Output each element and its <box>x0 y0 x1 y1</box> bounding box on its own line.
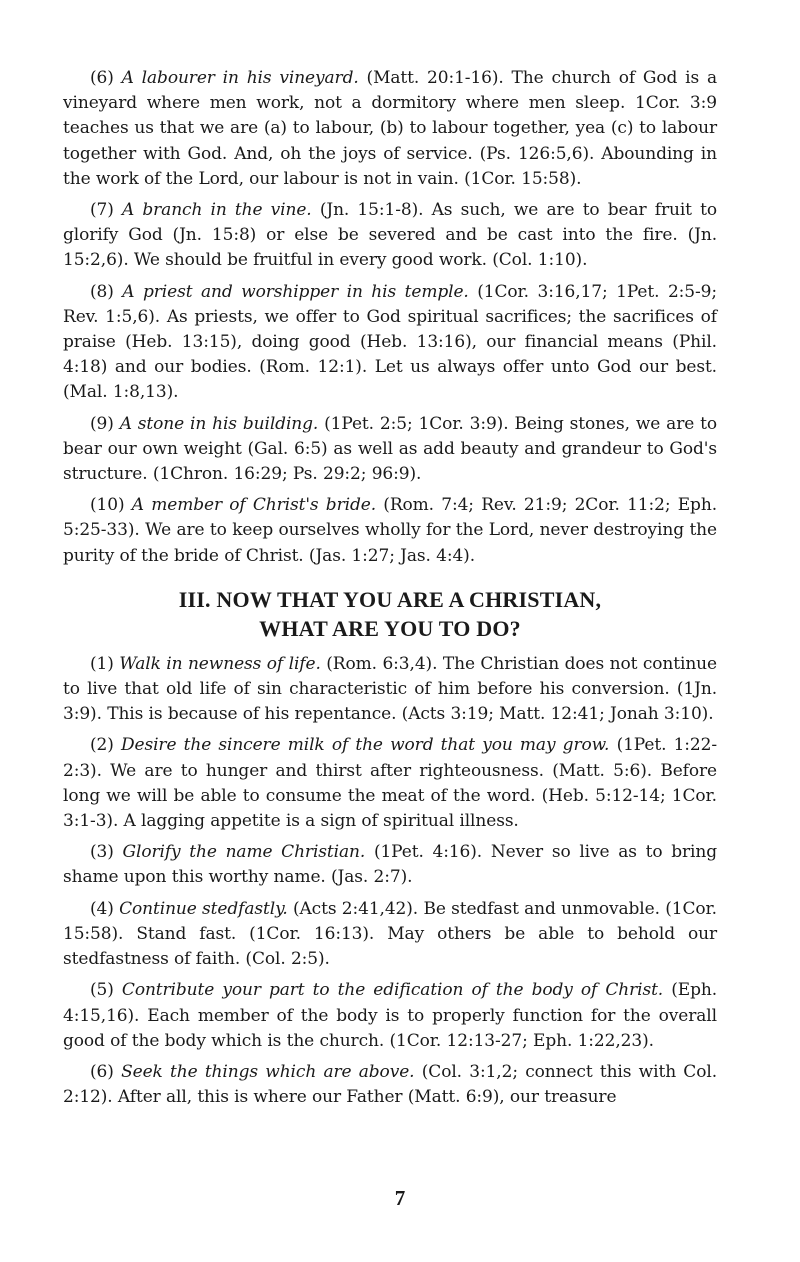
paragraph-text: (1Pet. 4:16). Never so live as to bring shame upon this worthy name. (Jas. 2:7). <box>63 842 717 888</box>
paragraph-text: (Matt. 20:1-16). The church of God is a vineyard where men work, not a dormitory where men sleep. 1Cor. 3:9 teaches us that we are (a) to labour, (b) to labour together, yea (c) to labour together with God. And, oh the joys of service. (Ps. 126:5,6). Abounding in the work of the Lord, our labour is not in vain. (1Cor. 15:58). <box>63 68 717 189</box>
paragraph-6 <box>63 66 717 192</box>
paragraph-title: Walk in newness of life. <box>119 653 321 674</box>
paragraph-6-seek <box>63 1060 717 1110</box>
paragraph-number: (8) <box>90 281 114 302</box>
paragraph-number: (5) <box>90 980 114 1001</box>
section-heading-line1: III. NOW THAT YOU ARE A CHRISTIAN, <box>178 586 602 612</box>
paragraph-text: (1Cor. 3:16,17; 1Pet. 2:5-9; Rev. 1:5,6). As priests, we offer to God spiritual sacrifices; the sacrifices of praise (Heb. 13:15), doing good (Heb. 13:16), our financial means (Phil. 4:18) and our bodies. (Rom. 12:1). Let us always offer unto God our best. (Mal. 1:8,13). <box>63 281 717 403</box>
paragraph-number: (1) <box>90 653 114 674</box>
paragraph-number: (9) <box>90 413 114 434</box>
paragraph-3 <box>63 840 717 890</box>
paragraph-title: Contribute your part to the edification of the body of Christ. <box>121 980 664 1001</box>
paragraph-title: Desire the sincere milk of the word that you may grow. <box>120 735 610 756</box>
paragraph-2 <box>63 733 717 834</box>
paragraph-number: (4) <box>90 898 114 919</box>
part2-list <box>63 66 717 569</box>
paragraph-5 <box>63 978 717 1054</box>
paragraph-number: (6) <box>90 68 114 88</box>
section-heading <box>63 585 717 643</box>
paragraph-text: (1Pet. 1:22-2:3). We are to hunger and thirst after righteousness. (Matt. 5:6). Before long we will be able to consume the meat of the word. (Heb. 5:12-14; 1Cor. 3:1-3). A lagging appetite is a sign of spiritual illness. <box>63 735 717 832</box>
paragraph-10 <box>63 493 717 569</box>
paragraph-number: (3) <box>90 842 114 863</box>
paragraph-9 <box>63 412 717 488</box>
paragraph-number: (7) <box>90 200 114 221</box>
paragraph-text: (Acts 2:41,42). Be stedfast and unmovable. (1Cor. 15:58). Stand fast. (1Cor. 16:13). May others be able to behold our stedfastness of faith. (Col. 2:5). <box>63 898 717 970</box>
paragraph-8 <box>63 280 717 406</box>
paragraph-title: A labourer in his vineyard. <box>121 68 359 88</box>
paragraph-text: (1Pet. 2:5; 1Cor. 3:9). Being stones, we are to bear our own weight (Gal. 6:5) as well as add beauty and grandeur to God's structure. (1Chron. 16:29; Ps. 29:2; 96:9). <box>63 413 717 485</box>
page-number: 7 <box>394 1186 406 1210</box>
paragraph-number: (10) <box>90 495 125 516</box>
paragraph-number: (2) <box>90 735 114 756</box>
paragraph-title: Glorify the name Christian. <box>122 842 366 863</box>
paragraph-7 <box>63 198 717 274</box>
paragraph-title: A priest and worshipper in his temple. <box>122 281 469 302</box>
part3-list <box>63 652 717 1110</box>
paragraph-text: (Rom. 7:4; Rev. 21:9; 2Cor. 11:2; Eph. 5:25-33). We are to keep ourselves wholly for the Lord, never destroying the purity of the bride of Christ. (Jas. 1:27; Jas. 4:4). <box>63 495 717 566</box>
section-heading-line2: WHAT ARE YOU TO DO? <box>259 615 521 641</box>
paragraph-text: (Jn. 15:1-8). As such, we are to bear fruit to glorify God (Jn. 15:8) or else be severed and be cast into the fire. (Jn. 15:2,6). We should be fruitful in every good work. (Col. 1:10). <box>63 200 717 271</box>
paragraph-title: A branch in the vine. <box>121 200 312 221</box>
paragraph-title: Continue stedfastly. <box>119 898 288 919</box>
paragraph-title: A stone in his building. <box>119 413 319 434</box>
paragraph-title: Seek the things which are above. <box>121 1061 415 1082</box>
paragraph-text: (Col. 3:1,2; connect this with Col. 2:12). After all, this is where our Father (Matt. 6:9), our treasure <box>63 1061 717 1108</box>
paragraph-text: (Rom. 6:3,4). The Christian does not continue to live that old life of sin characteristic of him before his conversion. (1Jn. 3:9). This is because of his repentance. (Acts 3:19; Matt. 12:41; Jonah 3:10). <box>63 653 717 725</box>
paragraph-title: A member of Christ's bride. <box>131 495 376 516</box>
paragraph-1 <box>63 652 717 728</box>
page-content <box>63 66 717 1116</box>
paragraph-4 <box>63 897 717 973</box>
paragraph-text: (Eph. 4:15,16). Each member of the body is to properly function for the overall good of the body which is the church. (1Cor. 12:13-27; Eph. 1:22,23). <box>63 980 718 1051</box>
paragraph-number: (6) <box>90 1061 114 1082</box>
